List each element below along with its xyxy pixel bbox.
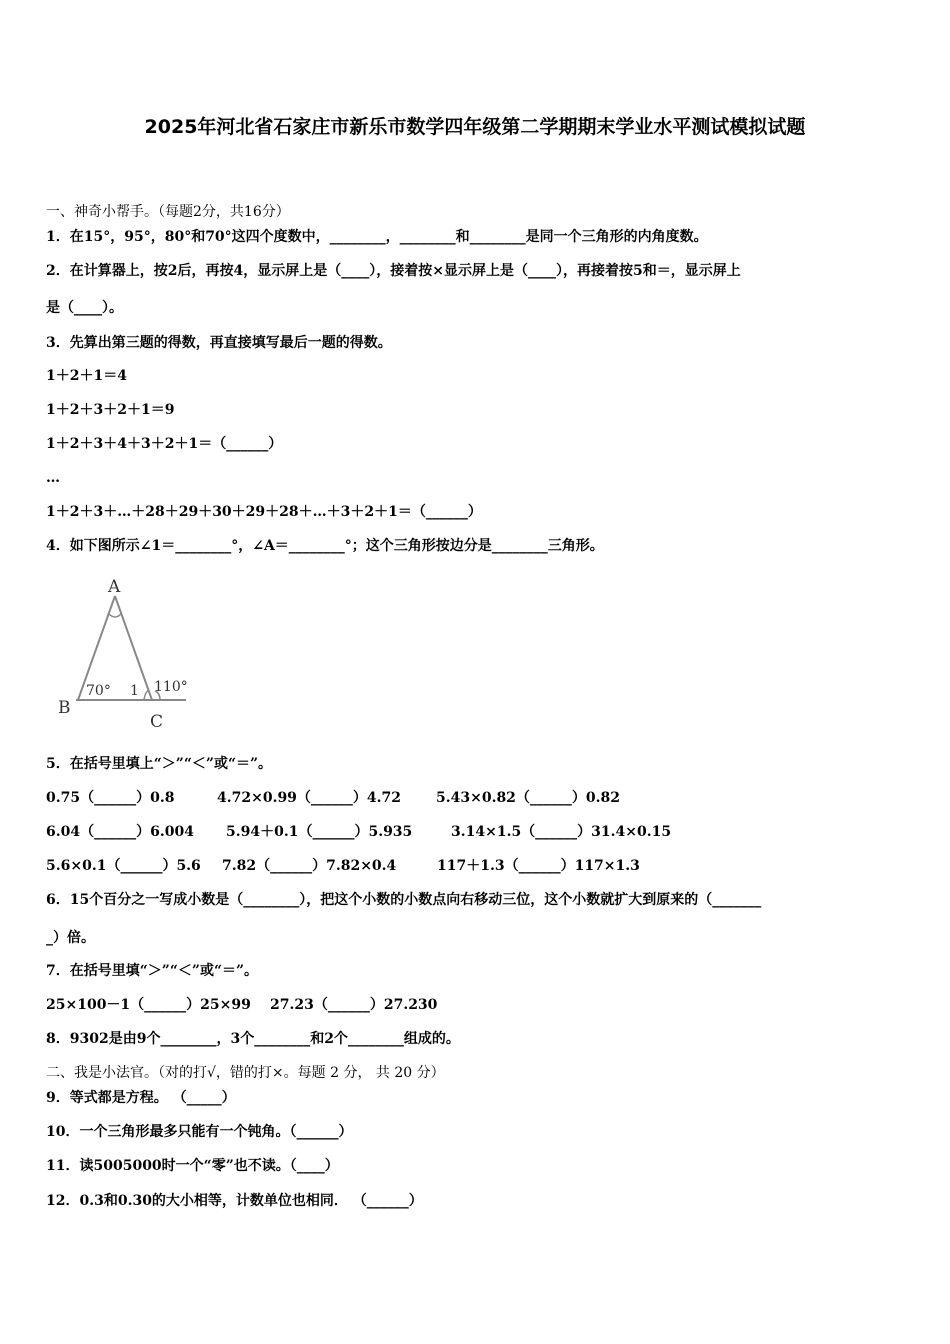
question-4-stem: 4．如下图所示∠1＝________°，∠A＝________°；这个三角形按边分是________三角形。 (46, 538, 604, 554)
q5-row1-item3: 5.43×0.82（______）0.82 (436, 790, 621, 806)
question-9: 9．等式都是方程。 （_____） (46, 1090, 236, 1106)
question-3-eq-2: 1＋2＋3＋2＋1＝9 (46, 402, 175, 418)
question-3-eq-3: 1＋2＋3＋4＋3＋2＋1＝（______） (46, 436, 283, 452)
question-3-eq-4: 1＋2＋3＋…＋28＋29＋30＋29＋28＋…＋3＋2＋1＝（______） (46, 504, 482, 520)
q5-row3-item3: 117＋1.3（______）117×1.3 (437, 858, 640, 874)
q5-row3-item2: 7.82（______）7.82×0.4 (222, 858, 397, 874)
question-3-ellipsis: … (46, 470, 60, 486)
vertex-a-label: A (108, 577, 121, 597)
q5-row1-item2: 4.72×0.99（______）4.72 (217, 790, 402, 806)
q5-row2-item3: 3.14×1.5（______）31.4×0.15 (451, 824, 672, 840)
triangle-figure (52, 574, 192, 734)
vertex-b-label: B (58, 698, 71, 718)
question-3-eq-1: 1＋2＋1＝4 (46, 368, 127, 384)
angle-ext-label: 110° (154, 679, 188, 695)
vertex-c-label: C (150, 712, 164, 732)
question-11: 11．读5005000时一个“零”也不读。（____） (46, 1158, 339, 1174)
question-7-stem: 7．在括号里填“＞”“＜”或“＝”。 (46, 963, 259, 979)
section-2-heading: 二、我是小法官。（对的打√，错的打×。每题 2 分， 共 20 分） (46, 1065, 445, 1081)
question-12: 12．0.3和0.30的大小相等，计数单位也相同． （______） (46, 1193, 423, 1209)
question-2-line-1: 2．在计算器上，按2后，再按4，显示屏上是（____），接着按×显示屏上是（____），再接着按5和＝，显示屏上 (46, 263, 741, 279)
question-2-line-2: 是（____）。 (46, 300, 123, 316)
q5-row3-item1: 5.6×0.1（______）5.6 (46, 858, 201, 874)
question-3-stem: 3．先算出第三题的得数，再直接填写最后一题的得数。 (46, 335, 392, 351)
question-6-line-2: _）倍。 (46, 930, 95, 946)
q5-row2-item2: 5.94＋0.1（______）5.935 (226, 824, 413, 840)
angle-1-label: 1 (130, 683, 139, 699)
section-1-heading: 一、神奇小帮手。（每题2分，共16分） (46, 204, 290, 220)
page-title: 2025年河北省石家庄市新乐市数学四年级第二学期期末学业水平测试模拟试题 (144, 116, 806, 138)
angle-a-arc (109, 614, 121, 617)
q5-row2-item1: 6.04（______）6.004 (46, 824, 194, 840)
q7-item2: 27.23（______）27.230 (270, 997, 438, 1013)
question-8: 8．9302是由9个________，3个________和2个________组成的。 (46, 1031, 460, 1047)
angle-b-label: 70° (86, 683, 111, 699)
question-6-line-1: 6．15个百分之一写成小数是（________），把这个小数的小数点向右移动三位，这个小数就扩大到原来的（_______ (46, 892, 762, 908)
q7-item1: 25×100－1（______）25×99 (46, 997, 251, 1013)
question-10: 10．一个三角形最多只能有一个钝角。（______） (46, 1124, 353, 1140)
question-5-stem: 5．在括号里填上“＞”“＜”或“＝”。 (46, 756, 273, 772)
q5-row1-item1: 0.75（______）0.8 (46, 790, 175, 806)
question-1: 1．在15°，95°，80°和70°这四个度数中，________，________和________是同一个三角形的内角度数。 (46, 229, 708, 245)
